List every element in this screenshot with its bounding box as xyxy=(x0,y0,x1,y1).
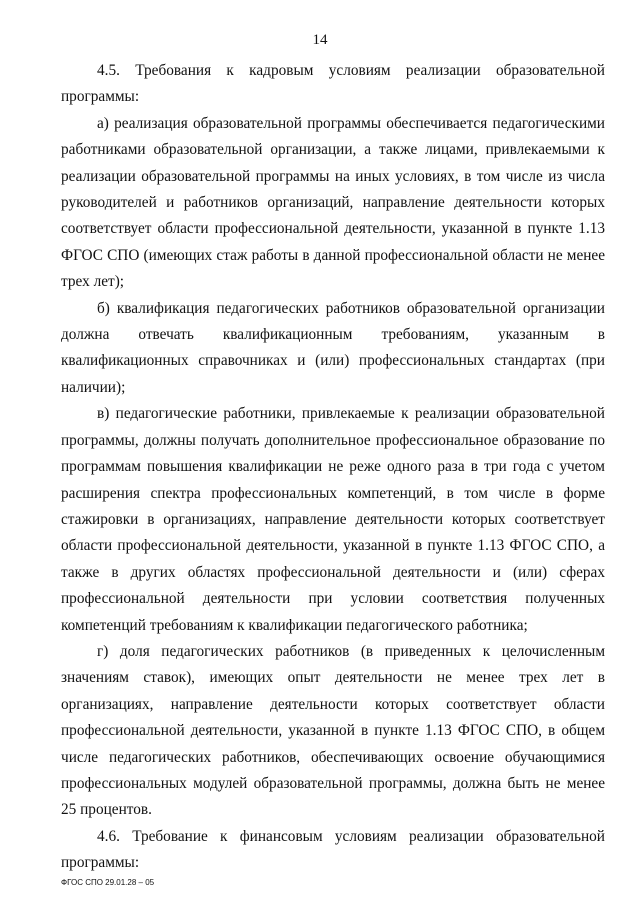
document-footer: ФГОС СПО 29.01.28 – 05 xyxy=(61,878,155,887)
list-item-g: г) доля педагогических работников (в приведенных к целочисленным значениям ставок), имеющих опыт деятельности не менее трех лет в организациях, направление деятельности которых соответствует области профессиональной деятельности, указанной в пункте 1.13 ФГОС СПО, в общем числе педагогических работников, обеспечивающих освоение обучающимися профессиональных модулей образовательной программы, должна быть не менее 25 процентов. xyxy=(61,642,605,819)
section-heading-4-6: 4.6. Требование к финансовым условиям реализации образовательной программы: xyxy=(61,827,605,872)
list-item-b: б) квалификация педагогических работников образовательной организации должна отвечать квалификационным требованиям, указанным в квалификационных справочниках и (или) профессиональных стандартах (при наличии); xyxy=(61,299,605,396)
page-number: 14 xyxy=(312,32,328,48)
list-item-v: в) педагогические работники, привлекаемые к реализации образовательной программы, должны получать дополнительное профессиональное образование по программам повышения квалификации не реже одного раза в три года с учетом расширения спектра профессиональных компетенций, в том числе в форме стажировки в организациях, направление деятельности которых соответствует области профессиональной деятельности, указанной в пункте 1.13 ФГОС СПО, а также в других областях профессиональной деятельности и (или) сферах профессиональной деятельности при условии соответствия полученных компетенций требованиям к квалификации педагогического работника; xyxy=(61,405,605,634)
section-heading-4-5: 4.5. Требования к кадровым условиям реализации образовательной программы: xyxy=(61,62,605,106)
list-item-a: а) реализация образовательной программы обеспечивается педагогическими работниками образовательной организации, а также лицами, привлекаемыми к реализации образовательной программы на иных условиях, в том числе из числа руководителей и работников организаций, направление деятельности которых соответствует области профессиональной деятельности, указанной в пункте 1.13 ФГОС СПО (имеющих стаж работы в данной профессиональной области не менее трех лет); xyxy=(61,114,605,291)
document-body xyxy=(61,58,605,877)
